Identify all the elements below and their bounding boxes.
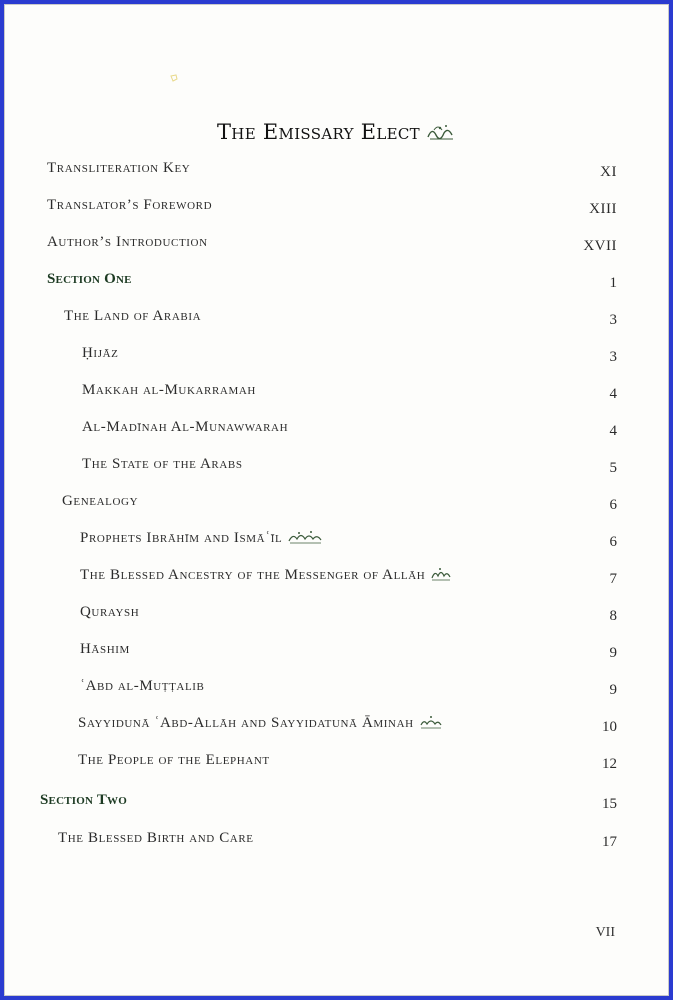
toc-entry-label: Ḥijāz — [82, 345, 119, 361]
toc-subentry[interactable] — [4, 567, 669, 591]
toc-subentry[interactable] — [4, 715, 669, 739]
toc-entry-page: 7 — [609, 571, 617, 587]
toc-entry-label: Quraysh — [80, 604, 140, 620]
toc-entry-label: Translator’s Foreword — [47, 197, 213, 213]
calligraphy-honorific-icon — [419, 715, 443, 734]
toc-subentry[interactable] — [4, 530, 669, 554]
toc-entry[interactable] — [4, 197, 669, 221]
book-page — [4, 4, 669, 996]
toc-entry-page: 9 — [609, 645, 617, 661]
toc-entry-label: Al-Madīnah Al-Munawwarah — [82, 419, 289, 435]
toc-entry[interactable] — [4, 830, 669, 854]
toc-subentry[interactable] — [4, 752, 669, 776]
toc-entry-label-text: Sayyidunā ʿAbd-Allāh and Sayyidatunā Āminah — [78, 715, 414, 731]
toc-section-heading[interactable] — [4, 271, 669, 295]
ink-speck — [170, 74, 178, 82]
toc-entry-label: Makkah al-Mukarramah — [82, 382, 256, 398]
toc-subentry[interactable] — [4, 641, 669, 665]
toc-entry-label: Author’s Introduction — [47, 234, 208, 250]
toc-entry-page: 4 — [609, 423, 617, 439]
toc-entry[interactable] — [4, 234, 669, 258]
toc-entry-page: 12 — [602, 756, 617, 772]
toc-section-label: Section Two — [40, 792, 127, 808]
toc-entry-page: 3 — [609, 312, 617, 328]
toc-subentry[interactable] — [4, 382, 669, 406]
toc-entry-label — [80, 567, 452, 586]
toc-entry-page: 4 — [609, 386, 617, 402]
toc-subentry[interactable] — [4, 604, 669, 628]
toc-section-heading[interactable] — [4, 792, 669, 816]
toc-entry-page: XIII — [589, 201, 617, 217]
toc-entry-page: 1 — [609, 275, 617, 291]
toc-entry-page: 6 — [609, 497, 617, 513]
toc-entry-label: The Land of Arabia — [64, 308, 202, 324]
calligraphy-honorific-icon — [430, 567, 452, 586]
toc-entry-page: 8 — [609, 608, 617, 624]
toc-entry[interactable] — [4, 160, 669, 184]
toc-entry-label — [78, 715, 443, 734]
toc-entry-label: The State of the Arabs — [82, 456, 243, 472]
toc-subentry[interactable] — [4, 345, 669, 369]
toc-entry-page: 6 — [609, 534, 617, 550]
toc-entry-label: The People of the Elephant — [78, 752, 270, 768]
calligraphy-honorific-icon — [287, 530, 323, 549]
toc-section-label: Section One — [47, 271, 132, 287]
toc-subentry[interactable] — [4, 678, 669, 702]
toc-entry-page: 9 — [609, 682, 617, 698]
toc-entry-page: 5 — [609, 460, 617, 476]
toc-entry[interactable] — [4, 493, 669, 517]
toc-entry-label-text: The Blessed Ancestry of the Messenger of Allāh — [80, 567, 426, 583]
toc-entry-page: 3 — [609, 349, 617, 365]
title-text: The Emissary Elect — [217, 120, 420, 144]
toc-entry-page: XI — [600, 164, 617, 180]
toc-entry-label: The Blessed Birth and Care — [58, 830, 254, 846]
toc-subentry[interactable] — [4, 419, 669, 443]
toc-entry-label: Hāshim — [80, 641, 130, 657]
toc-entry-label: Transliteration Key — [47, 160, 191, 176]
toc-entry-label: ʿAbd al-Muṭṭalib — [80, 678, 205, 694]
calligraphy-honorific-icon — [426, 122, 456, 146]
toc-entry-page: XVII — [583, 238, 617, 254]
toc-entry-page: 15 — [602, 796, 617, 812]
footer-page-number: VII — [595, 925, 615, 940]
toc-entry-label — [80, 530, 323, 549]
toc-entry[interactable] — [4, 308, 669, 332]
toc-subentry[interactable] — [4, 456, 669, 480]
toc-entry-label: Genealogy — [62, 493, 139, 509]
toc-entry-label-text: Prophets Ibrāhīm and Ismāʿīl — [80, 530, 283, 546]
toc-entry-page: 10 — [602, 719, 617, 735]
page-title — [4, 120, 669, 146]
toc-entry-page: 17 — [602, 834, 617, 850]
